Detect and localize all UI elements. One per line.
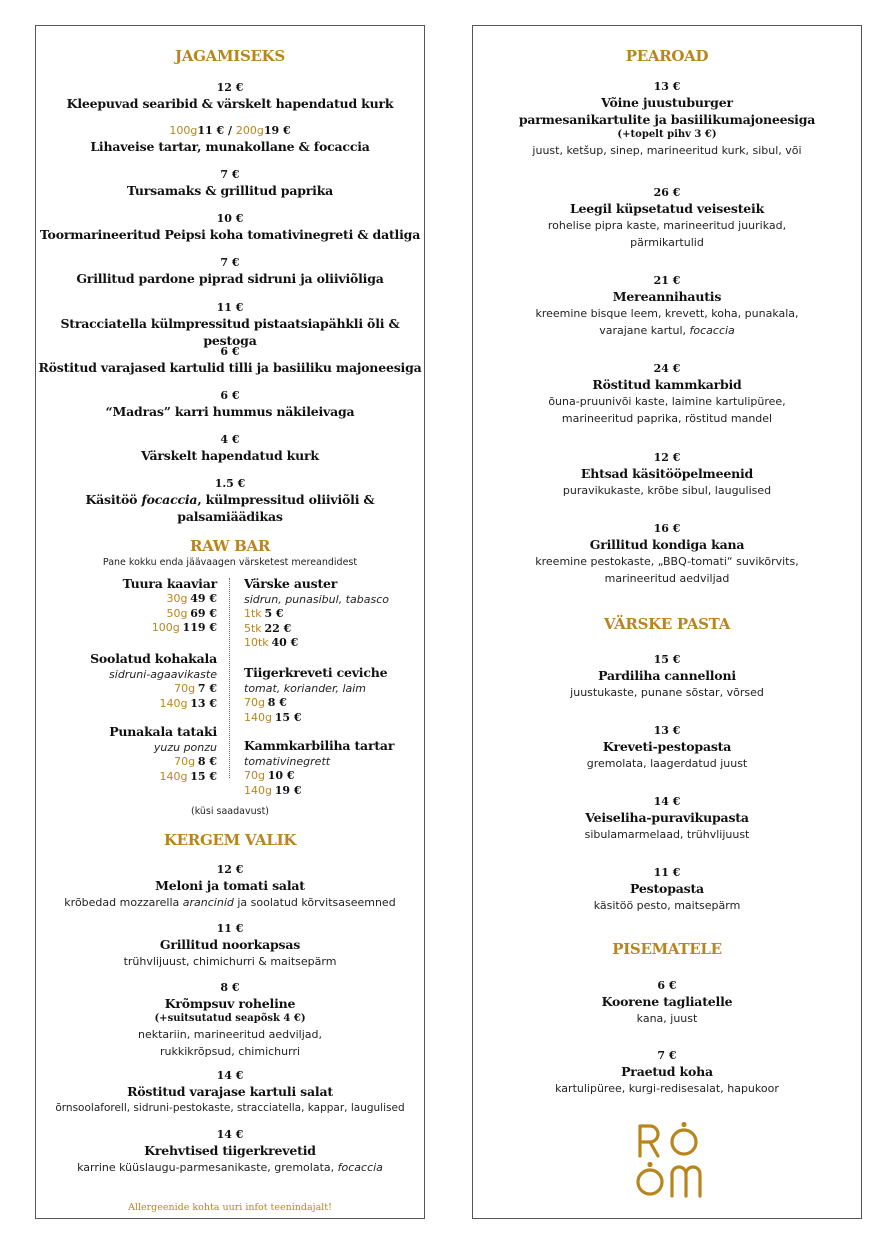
raw-price-line: 1tk 5 €: [244, 607, 284, 620]
item-name: Mereannihautis: [612, 289, 722, 304]
item-desc: sibulamarmelaad, trühvlijuust: [584, 828, 750, 841]
menu-item: [473, 522, 861, 587]
item-price: 12 €: [653, 451, 681, 464]
item-desc: kreemine bisque leem, krevett, koha, punakala,: [535, 307, 799, 320]
raw-item: [36, 724, 217, 784]
item-price: 13 €: [653, 80, 681, 93]
raw-price-line: 140g 15 €: [244, 710, 302, 724]
raw-item: [244, 576, 424, 651]
price-option: 11 €: [197, 124, 225, 137]
item-name: Krehvtised tiigerkrevetid: [144, 1143, 316, 1158]
item-price: 15 €: [653, 653, 681, 666]
raw-item-name: Kammkarbiliha tartar: [244, 738, 395, 753]
item-desc: rohelise pipra kaste, marineeritud juurikad,: [547, 219, 787, 232]
left-menu-panel: [35, 25, 425, 1219]
item-desc: õuna-pruunivõi kaste, laimine kartulipüree,: [548, 395, 786, 408]
menu-item: [473, 979, 861, 1027]
raw-price-line: 70g 10 €: [244, 769, 295, 782]
item-extra: (+suitsutatud seapõsk 4 €): [154, 1013, 306, 1024]
menu-item: [36, 863, 424, 911]
item-name: Grillitud noorkapsas: [159, 937, 301, 952]
raw-price-line: 10tk 40 €: [244, 636, 299, 649]
menu-item: [473, 795, 861, 843]
menu-item: [36, 81, 424, 112]
raw-item-desc: sidrun, punasibul, tabasco: [244, 593, 389, 606]
item-desc: käsitöö pesto, maitsepärm: [593, 899, 741, 912]
menu-item: [36, 477, 424, 525]
menu-item: [473, 451, 861, 499]
item-name: Tursamaks & grillitud paprika: [126, 183, 334, 198]
item-desc: puravikukaste, krõbe sibul, laugulised: [562, 484, 772, 497]
item-desc: pärmikartulid: [630, 236, 704, 249]
item-price: 14 €: [653, 795, 681, 808]
item-desc: karrine küüslaugu-parmesanikaste, gremolata, focaccia: [77, 1161, 383, 1174]
raw-item: [36, 576, 217, 636]
item-name: Kleepuvad searibid & värskelt hapendatud kurk: [66, 96, 394, 111]
item-price: 13 €: [653, 724, 681, 737]
item-name: Veiseliha-puravikupasta: [585, 810, 749, 825]
menu-item: [36, 256, 424, 287]
item-name: “Madras” karri hummus näkileivaga: [105, 404, 355, 419]
raw-item-desc: tomat, koriander, laim: [244, 682, 367, 695]
weight-option: 100g: [169, 124, 198, 137]
item-name: Toormarineeritud Peipsi koha tomativinegreti & datliga: [39, 227, 421, 242]
section-title-jagamiseks: JAGAMISEKS: [175, 47, 285, 65]
item-price: 26 €: [653, 186, 681, 199]
raw-item-desc: tomativinegrett: [244, 755, 331, 768]
raw-price-line: 70g 8 €: [244, 696, 287, 709]
item-desc: varajane kartul, focaccia: [599, 324, 735, 337]
section-title-varske-pasta: VÄRSKE PASTA: [603, 615, 731, 633]
raw-item-name: Punakala tataki: [109, 724, 217, 739]
item-price: 16 €: [653, 522, 681, 535]
menu-item: [36, 433, 424, 464]
item-name: Värskelt hapendatud kurk: [141, 448, 319, 463]
menu-item: [473, 80, 861, 159]
allergen-note: Allergeenide kohta uuri infot teenindajalt!: [128, 1202, 332, 1213]
item-price: 6 €: [657, 979, 677, 992]
menu-item: [36, 301, 424, 349]
raw-item-desc: sidruni-agaavikaste: [109, 668, 217, 681]
menu-item: [36, 389, 424, 420]
menu-item: [473, 866, 861, 914]
raw-item-name: Soolatud kohakala: [90, 651, 217, 666]
item-price: 10 €: [216, 212, 244, 225]
item-desc: marineeritud paprika, röstitud mandel: [561, 412, 773, 425]
menu-item: [36, 168, 424, 199]
item-name: Kreveti-pestopasta: [602, 739, 732, 754]
raw-item: [244, 665, 424, 725]
menu-item: [473, 1049, 861, 1097]
section-title-pisematele: PISEMATELE: [612, 940, 722, 958]
raw-item-name: Värske auster: [244, 576, 338, 591]
menu-item: [473, 186, 861, 251]
item-price: 11 €: [216, 922, 244, 935]
raw-item: [36, 651, 217, 711]
menu-item: [36, 345, 424, 376]
raw-item-name: Tuura kaaviar: [122, 576, 217, 591]
raw-item-desc: yuzu ponzu: [153, 741, 217, 754]
raw-bar-note: (küsi saadavust): [190, 806, 269, 817]
item-price: 11 €: [216, 301, 244, 314]
raw-price-line: 70g 7 €: [174, 682, 217, 695]
raw-bar-divider: [229, 578, 230, 778]
item-name: Stracciatella külmpressitud pistaatsiapähkli õli & pestoga: [60, 316, 400, 348]
raw-item-name: Tiigerkreveti ceviche: [244, 665, 388, 680]
item-desc: rukkikrõpsud, chimichurri: [159, 1045, 301, 1058]
item-name: Koorene tagliatelle: [601, 994, 733, 1009]
item-price: 8 €: [220, 981, 240, 994]
item-name: Ehtsad käsitööpelmeenid: [580, 466, 754, 481]
item-price: 12 €: [216, 863, 244, 876]
item-desc: kana, juust: [636, 1012, 698, 1025]
item-price: 14 €: [216, 1128, 244, 1141]
section-title-pearoad: PEAROAD: [625, 47, 709, 65]
price-option: 19 €: [263, 124, 291, 137]
raw-price-line: 50g 69 €: [166, 606, 217, 620]
item-name: Pestopasta: [630, 881, 704, 896]
menu-item: [36, 212, 424, 243]
menu-item: [36, 1128, 424, 1176]
item-price: 21 €: [653, 274, 681, 287]
item-price: 6 €: [220, 389, 240, 402]
item-name: Röstitud varajased kartulid tilli ja basiiliku majoneesiga: [38, 360, 422, 375]
right-menu-panel: [472, 25, 862, 1219]
item-price: 1.5 €: [214, 477, 246, 490]
item-price: 12 €: [216, 81, 244, 94]
item-name: Pardiliha cannelloni: [598, 668, 736, 683]
item-name: Grillitud kondiga kana: [589, 537, 745, 552]
raw-price-line: 140g 13 €: [159, 696, 217, 710]
item-desc: kreemine pestokaste, „BBQ-tomati“ suvikõrvits,: [535, 555, 799, 568]
item-desc: õrnsoolaforell, sidruni-pestokaste, stracciatella, kappar, laugulised: [55, 1102, 405, 1114]
item-name: Röstitud kammkarbid: [592, 377, 742, 392]
item-desc: nektariin, marineeritud aedviljad,: [137, 1028, 323, 1041]
menu-item: [473, 274, 861, 339]
item-name: Lihaveise tartar, munakollane & focaccia: [90, 139, 370, 154]
room-logo: [634, 1120, 704, 1202]
item-price: 7 €: [220, 256, 240, 269]
item-name: Grillitud pardone piprad sidruni ja oliiviõliga: [76, 271, 384, 286]
item-price: 7 €: [220, 168, 240, 181]
item-name: parmesanikartulite ja basiilikumajoneesiga: [518, 112, 816, 127]
item-desc: juustukaste, punane sõstar, võrsed: [570, 686, 764, 699]
menu-item: [473, 362, 861, 427]
item-name: Leegil küpsetatud veisesteik: [569, 201, 765, 216]
menu-item: [473, 653, 861, 701]
menu-item: [36, 981, 424, 1060]
section-title-raw-bar: RAW BAR: [189, 537, 271, 555]
item-name: Võine juustuburger: [601, 95, 733, 110]
item-desc: krõbedad mozzarella arancinid ja soolatud kõrvitsaseemned: [64, 896, 396, 909]
menu-item: [473, 724, 861, 772]
price-separator: /: [224, 124, 236, 137]
item-price: 7 €: [657, 1049, 677, 1062]
item-desc: marineeritud aedviljad: [604, 572, 730, 585]
item-price-variants: [36, 124, 424, 138]
item-price: 4 €: [220, 433, 240, 446]
item-name: Praetud koha: [621, 1064, 713, 1079]
raw-bar-subtitle: Pane kokku enda jäävaagen värsketest mereandidest: [102, 557, 358, 568]
weight-option: 200g: [235, 124, 264, 137]
item-desc: gremolata, laagerdatud juust: [586, 757, 748, 770]
item-extra: (+topelt pihv 3 €): [617, 129, 717, 140]
raw-price-line: 70g 8 €: [174, 755, 217, 768]
raw-price-line: 100g 119 €: [151, 621, 217, 634]
section-title-kergem-valik: KERGEM VALIK: [163, 831, 297, 849]
item-desc: juust, ketšup, sinep, marineeritud kurk, sibul, või: [532, 144, 802, 157]
item-desc: trühvlijuust, chimichurri & maitsepärm: [123, 955, 337, 968]
item-desc: kartulipüree, kurgi-redisesalat, hapukoor: [555, 1082, 779, 1095]
item-name: Röstitud varajase kartuli salat: [127, 1084, 333, 1099]
raw-price-line: 140g 15 €: [159, 769, 217, 783]
raw-price-line: 140g 19 €: [244, 783, 302, 797]
menu-item: [36, 1069, 424, 1117]
raw-price-line: 30g 49 €: [166, 592, 217, 605]
item-name: Käsitöö focaccia, külmpressitud oliiviõli & palsamiäädikas: [85, 492, 375, 524]
raw-price-line: 5tk 22 €: [244, 621, 292, 635]
item-price: 6 €: [220, 345, 240, 358]
item-price: 11 €: [653, 866, 681, 879]
menu-item: [36, 922, 424, 970]
item-name: Krõmpsuv roheline: [164, 996, 296, 1011]
menu-item: [36, 124, 424, 155]
item-price: 14 €: [216, 1069, 244, 1082]
raw-item: [244, 738, 424, 798]
item-name: Meloni ja tomati salat: [155, 878, 305, 893]
item-price: 24 €: [653, 362, 681, 375]
